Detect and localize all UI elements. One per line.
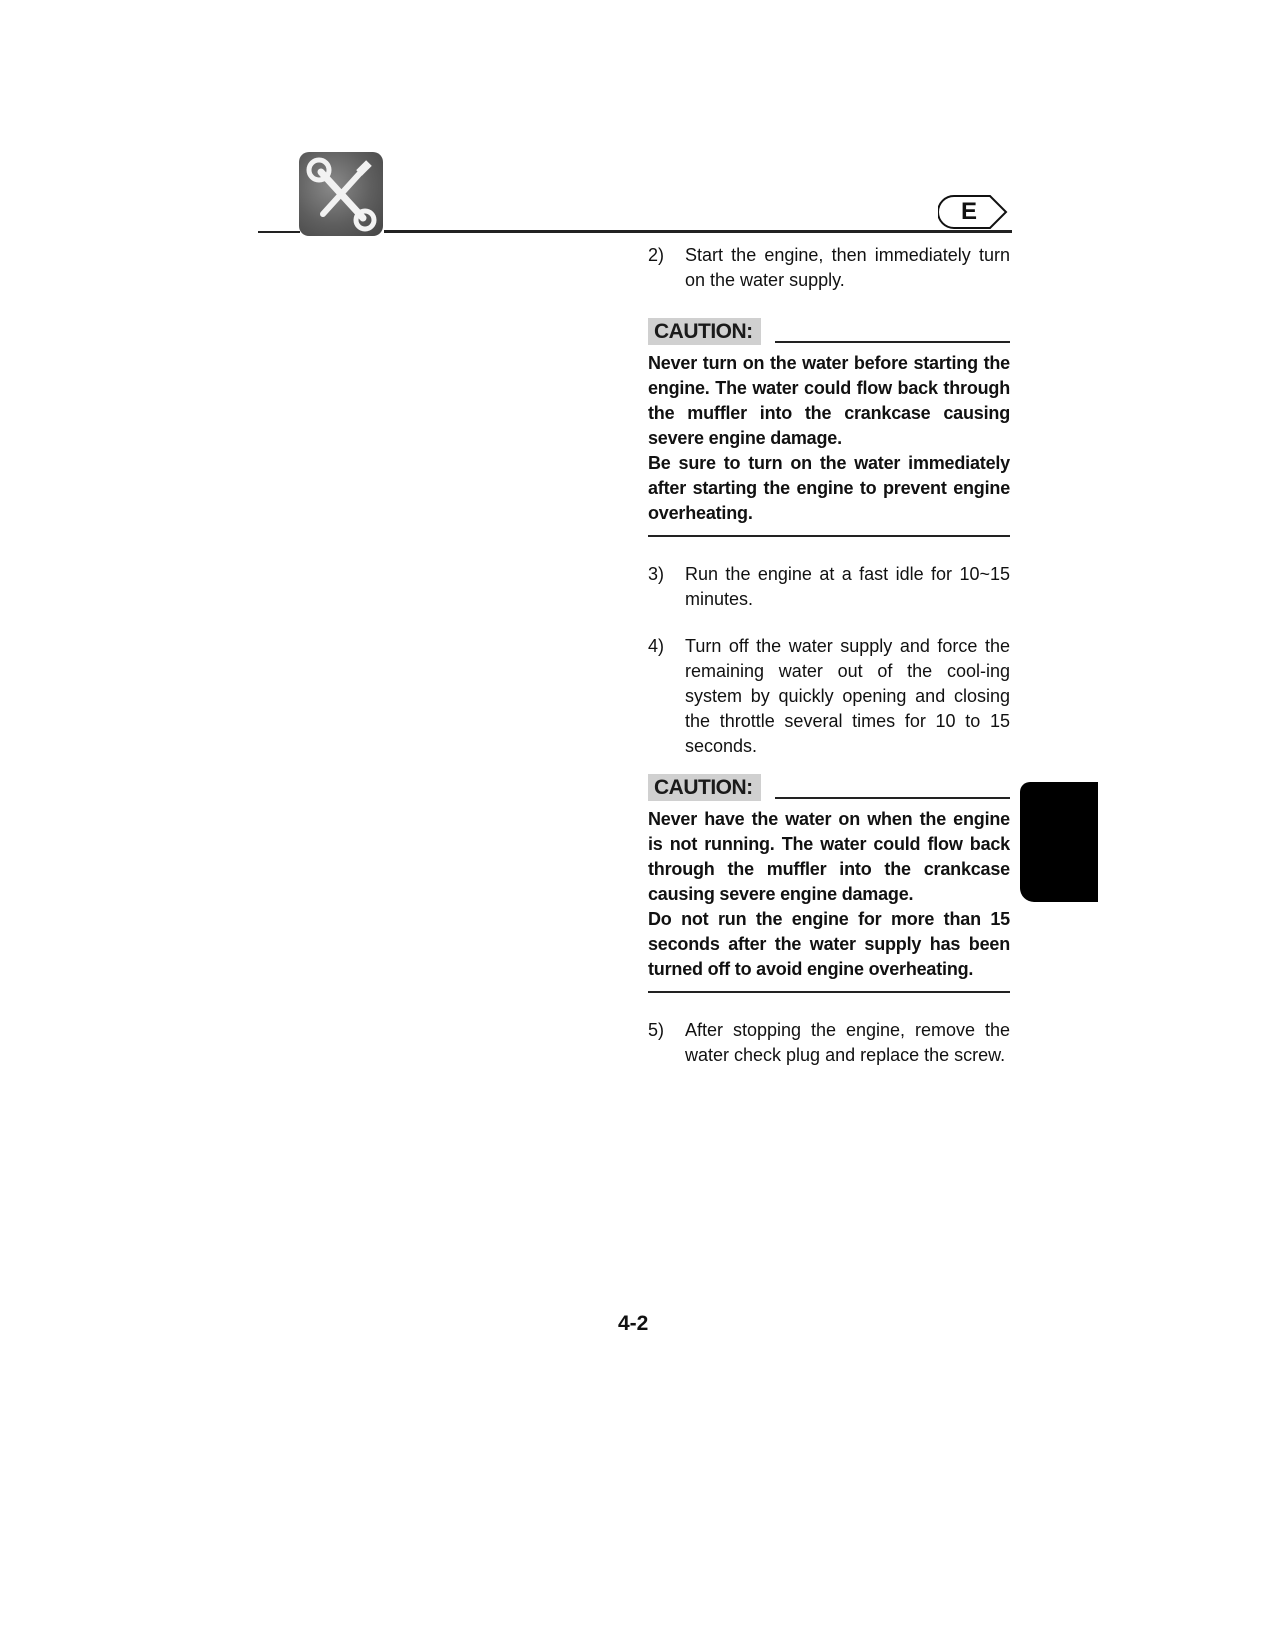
header-rule-right	[384, 230, 1012, 233]
caution-paragraph: Be sure to turn on the water immediately after starting the engine to prevent engine overheating.	[648, 453, 1010, 523]
chapter-tab	[1020, 782, 1098, 902]
caution-paragraph: Never have the water on when the engine is not running. The water could flow back through the muffler into the crankcase causing severe engine damage.	[648, 809, 1010, 904]
step-text: Run the engine at a fast idle for 10~15 minutes.	[685, 564, 1010, 609]
step-3	[648, 562, 1010, 612]
language-badge	[938, 194, 1010, 230]
caution-paragraph: Do not run the engine for more than 15 seconds after the water supply has been turned off to avoid engine overheating.	[648, 909, 1010, 979]
step-text: Start the engine, then immediately turn on the water supply.	[685, 245, 1010, 290]
step-2	[648, 243, 1010, 293]
step-text: Turn off the water supply and force the remaining water out of the cool-ing system by quickly opening and closing the throttle several times for 10 to 15 seconds.	[685, 636, 1010, 756]
step-text: After stopping the engine, remove the water check plug and replace the screw.	[685, 1020, 1010, 1065]
caution-end-rule	[648, 535, 1010, 537]
step-number: 5)	[648, 1020, 665, 1040]
step-number: 3)	[648, 564, 665, 584]
step-number: 4)	[648, 636, 665, 656]
caution-label: CAUTION:	[648, 774, 761, 801]
caution-label: CAUTION:	[648, 318, 761, 345]
header-rule-left	[258, 231, 300, 233]
caution-rule	[775, 797, 1010, 799]
caution-body	[648, 807, 1010, 982]
caution-body	[648, 351, 1010, 526]
step-number: 2)	[648, 245, 665, 265]
tools-icon	[299, 152, 383, 236]
caution-paragraph: Never turn on the water before starting the engine. The water could flow back through the muffler into the crankcase causing severe engine damage.	[648, 353, 1010, 448]
caution-end-rule	[648, 991, 1010, 993]
language-letter: E	[960, 198, 977, 225]
caution-rule	[775, 341, 1010, 343]
instructions-column	[648, 243, 1010, 1068]
caution-block-1	[648, 315, 1010, 537]
page-number: 4-2	[618, 1312, 649, 1335]
step-4	[648, 634, 1010, 759]
step-5	[648, 1018, 1010, 1068]
caution-block-2	[648, 771, 1010, 993]
